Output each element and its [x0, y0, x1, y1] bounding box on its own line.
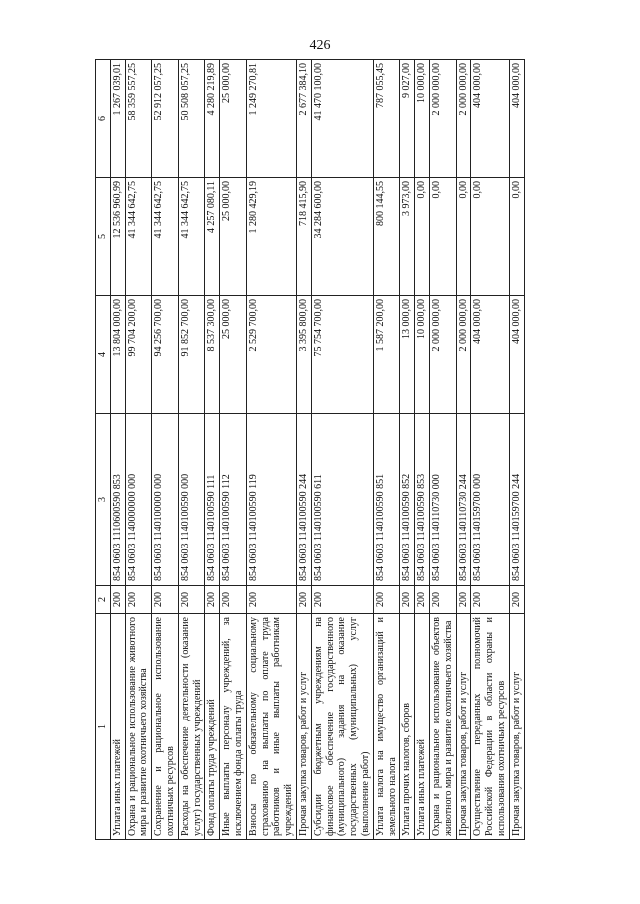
table-row [178, 60, 205, 840]
budget-table [95, 59, 525, 840]
row-code-cell: 200 [246, 586, 296, 614]
table-row [509, 60, 524, 840]
row-kbk-cell: 854 0603 1140100590 000 [178, 414, 205, 586]
row-value-col4: 1 587 200,00 [373, 296, 400, 414]
row-code-cell: 200 [110, 586, 125, 614]
row-value-col5: 25 000,00 [220, 178, 247, 296]
row-value-col6: 50 508 057,25 [178, 60, 205, 178]
row-value-col4: 91 852 700,00 [178, 296, 205, 414]
row-code-cell: 200 [152, 586, 179, 614]
row-value-col4: 3 395 800,00 [296, 296, 311, 414]
row-value-col6: 10 000,00 [415, 60, 430, 178]
row-name-cell: Уплата иных платежей [110, 614, 125, 840]
row-name-cell: Уплата прочих налогов, сборов [400, 614, 415, 840]
row-value-col5: 1 280 429,19 [246, 178, 296, 296]
row-code-cell: 200 [509, 586, 524, 614]
column-header: 1 [96, 614, 111, 840]
row-name-cell: Взносы по обязательному социальному страхованию на выплаты по оплате труда работников и иные выплаты работникам учреждений [246, 614, 296, 840]
row-kbk-cell: 854 0603 1140100590 851 [373, 414, 400, 586]
row-code-cell: 200 [471, 586, 509, 614]
row-code-cell: 200 [311, 586, 373, 614]
column-header: 3 [96, 414, 111, 586]
row-kbk-cell: 854 0603 1140000000 000 [125, 414, 152, 586]
row-value-col4: 25 000,00 [220, 296, 247, 414]
row-name-cell: Расходы на обеспечение деятельности (оказание услуг) государственных учреждений [178, 614, 205, 840]
row-value-col5: 34 284 600,00 [311, 178, 373, 296]
row-name-cell: Прочая закупка товаров, работ и услуг [296, 614, 311, 840]
row-value-col4: 13 000,00 [400, 296, 415, 414]
row-value-col4: 2 000 000,00 [456, 296, 471, 414]
table-row [296, 60, 311, 840]
column-header: 2 [96, 586, 111, 614]
table-row [311, 60, 373, 840]
table-row [471, 60, 509, 840]
row-value-col6: 787 055,45 [373, 60, 400, 178]
row-value-col4: 404 000,00 [471, 296, 509, 414]
table-row [110, 60, 125, 840]
row-value-col4: 2 000 000,00 [429, 296, 456, 414]
row-kbk-cell: 854 0603 1140159700 000 [471, 414, 509, 586]
row-kbk-cell: 854 0603 1140100590 112 [220, 414, 247, 586]
row-kbk-cell: 854 0603 1140100000 000 [152, 414, 179, 586]
table-row [125, 60, 152, 840]
row-code-cell: 200 [178, 586, 205, 614]
row-code-cell: 200 [373, 586, 400, 614]
row-kbk-cell: 854 0603 1140100590 111 [205, 414, 220, 586]
row-name-cell: Прочая закупка товаров, работ и услуг [509, 614, 524, 840]
row-value-col6: 404 000,00 [471, 60, 509, 178]
row-code-cell: 200 [429, 586, 456, 614]
table-row [373, 60, 400, 840]
row-value-col5: 4 257 080,11 [205, 178, 220, 296]
table-body [110, 60, 524, 840]
row-name-cell: Уплата иных платежей [415, 614, 430, 840]
table-row [400, 60, 415, 840]
table-header-row [96, 60, 111, 840]
row-name-cell: Охрана и рациональное использование животного мира и развитие охотничьего хозяйства [125, 614, 152, 840]
row-value-col4: 99 704 200,00 [125, 296, 152, 414]
table-row [205, 60, 220, 840]
row-code-cell: 200 [220, 586, 247, 614]
row-kbk-cell: 854 0603 1140100590 853 [415, 414, 430, 586]
row-value-col4: 94 256 700,00 [152, 296, 179, 414]
rotated-page-area [95, 60, 629, 840]
row-kbk-cell: 854 0603 1140100590 852 [400, 414, 415, 586]
column-header: 6 [96, 60, 111, 178]
row-name-cell: Субсидии бюджетным учреждениям на финансовое обеспечение государственного (муниципального) задания на оказание государственных (муниципальных) услуг (выполнение работ) [311, 614, 373, 840]
row-value-col5: 41 344 642,75 [152, 178, 179, 296]
row-code-cell: 200 [205, 586, 220, 614]
row-value-col5: 0,00 [456, 178, 471, 296]
row-value-col6: 52 912 057,25 [152, 60, 179, 178]
row-name-cell: Фонд оплаты труда учреждений [205, 614, 220, 840]
row-value-col6: 2 000 000,00 [429, 60, 456, 178]
row-kbk-cell: 854 0603 1140110730 000 [429, 414, 456, 586]
row-value-col5: 12 536 960,99 [110, 178, 125, 296]
row-value-col5: 0,00 [415, 178, 430, 296]
row-kbk-cell: 854 0603 1140110730 244 [456, 414, 471, 586]
row-value-col6: 41 470 100,00 [311, 60, 373, 178]
row-code-cell: 200 [456, 586, 471, 614]
page-number: 426 [309, 38, 331, 53]
row-value-col6: 2 000 000,00 [456, 60, 471, 178]
table-row [246, 60, 296, 840]
row-value-col6: 1 267 039,01 [110, 60, 125, 178]
row-kbk-cell: 854 0603 1140100590 611 [311, 414, 373, 586]
row-code-cell: 200 [125, 586, 152, 614]
row-value-col6: 4 280 219,89 [205, 60, 220, 178]
row-name-cell: Прочая закупка товаров, работ и услуг [456, 614, 471, 840]
rotated-table-container [95, 60, 629, 840]
row-kbk-cell: 854 0603 1110600590 853 [110, 414, 125, 586]
row-value-col6: 1 249 270,81 [246, 60, 296, 178]
row-code-cell: 200 [400, 586, 415, 614]
row-value-col4: 75 754 700,00 [311, 296, 373, 414]
row-name-cell: Сохранение и рациональное использование охотничьих ресурсов [152, 614, 179, 840]
row-value-col5: 0,00 [509, 178, 524, 296]
table-row [220, 60, 247, 840]
row-value-col4: 404 000,00 [509, 296, 524, 414]
column-header: 4 [96, 296, 111, 414]
row-name-cell: Охрана и рациональное использование объектов животного мира и развитие охотничьего хозяйства [429, 614, 456, 840]
row-value-col4: 10 000,00 [415, 296, 430, 414]
row-value-col4: 13 804 000,00 [110, 296, 125, 414]
table-row [415, 60, 430, 840]
row-value-col5: 41 344 642,75 [178, 178, 205, 296]
row-value-col5: 41 344 642,75 [125, 178, 152, 296]
row-name-cell: Осуществление переданных полномочий Российской Федерации в области охраны и использования охотничьих ресурсов [471, 614, 509, 840]
row-value-col5: 0,00 [471, 178, 509, 296]
row-value-col6: 404 000,00 [509, 60, 524, 178]
row-code-cell: 200 [296, 586, 311, 614]
row-value-col6: 58 359 557,25 [125, 60, 152, 178]
row-value-col5: 3 973,00 [400, 178, 415, 296]
table-row [152, 60, 179, 840]
row-value-col5: 718 415,90 [296, 178, 311, 296]
row-kbk-cell: 854 0603 1140100590 119 [246, 414, 296, 586]
row-kbk-cell: 854 0603 1140159700 244 [509, 414, 524, 586]
row-code-cell: 200 [415, 586, 430, 614]
table-row [429, 60, 456, 840]
row-value-col6: 25 000,00 [220, 60, 247, 178]
row-value-col5: 800 144,55 [373, 178, 400, 296]
row-value-col5: 0,00 [429, 178, 456, 296]
row-kbk-cell: 854 0603 1140100590 244 [296, 414, 311, 586]
row-value-col6: 2 677 384,10 [296, 60, 311, 178]
row-name-cell: Уплата налога на имущество организаций и земельного налога [373, 614, 400, 840]
column-header: 5 [96, 178, 111, 296]
row-value-col4: 8 537 300,00 [205, 296, 220, 414]
row-name-cell: Иные выплаты персоналу учреждений, за исключением фонда оплаты труда [220, 614, 247, 840]
table-row [456, 60, 471, 840]
row-value-col4: 2 529 700,00 [246, 296, 296, 414]
row-value-col6: 9 027,00 [400, 60, 415, 178]
